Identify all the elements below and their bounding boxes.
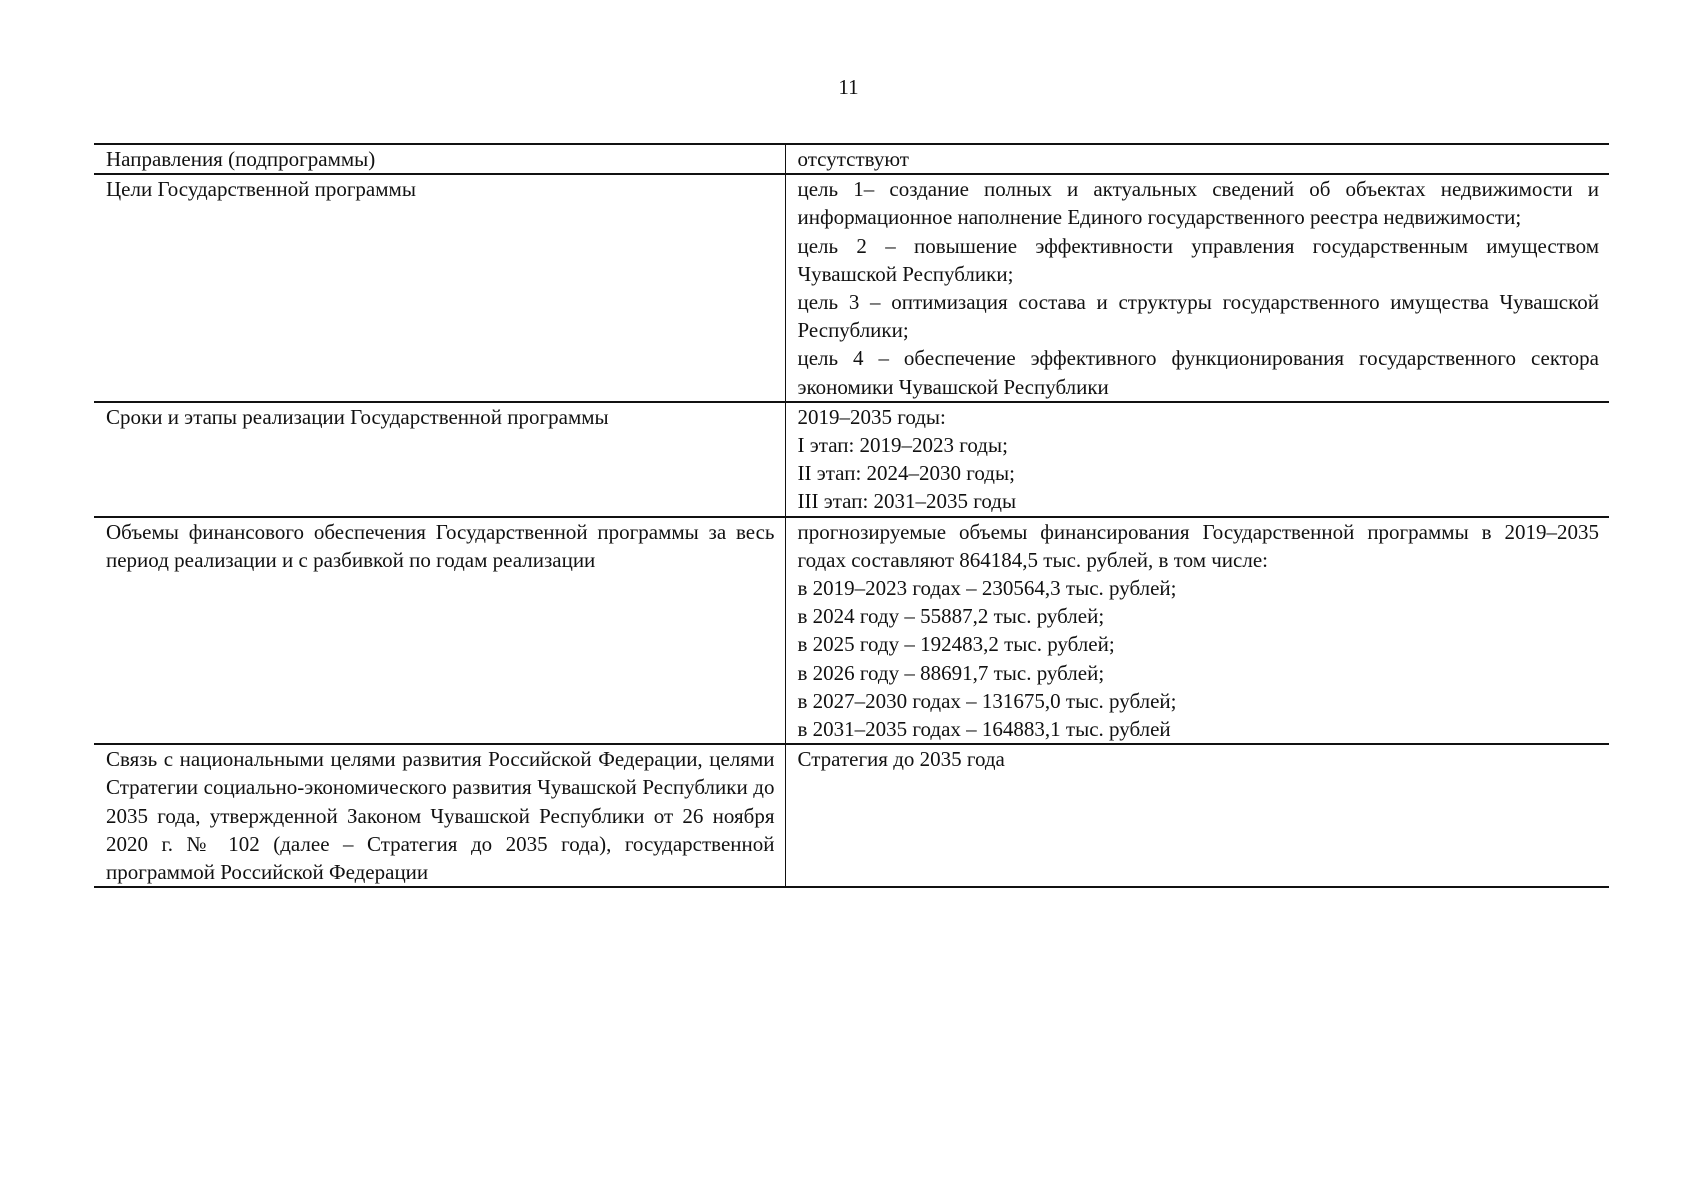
stage-1: I этап: 2019–2023 годы; (797, 433, 1008, 458)
funding-total: прогнозируемые объемы финансирования Государственной программы в 2019–2035 годах составляют 864184,5 тыс. рублей, в том числе: (797, 519, 1599, 572)
stage-2: II этап: 2024–2030 годы; (797, 461, 1015, 486)
row-value-terms (785, 402, 1609, 517)
stage-3: III этап: 2031–2035 годы (797, 489, 1017, 514)
row-label-terms: Сроки и этапы реализации Государственной программы (94, 402, 785, 517)
funding-2019-2023: в 2019–2023 годах – 230564,3 тыс. рублей; (797, 576, 1177, 601)
table-row (94, 517, 1609, 745)
table-row (94, 402, 1609, 517)
row-label-directions: Направления (подпрограммы) (94, 144, 785, 174)
funding-2031-2035: в 2031–2035 годах – 164883,1 тыс. рублей (797, 717, 1171, 742)
table-row (94, 144, 1609, 174)
row-label-goals: Цели Государственной программы (94, 174, 785, 402)
funding-2026: в 2026 году – 88691,7 тыс. рублей; (797, 660, 1105, 685)
goal-3: цель 3 – оптимизация состава и структуры государственного имущества Чувашской Республики; (797, 290, 1599, 343)
page-number: 11 (838, 75, 859, 99)
row-value-directions (785, 144, 1609, 174)
table-row (94, 174, 1609, 402)
term-period: 2019–2035 годы: (797, 404, 946, 429)
row-value-funding (785, 517, 1609, 745)
goal-4: цель 4 – обеспечение эффективного функционирования государственного сектора экономики Чувашской Республики (797, 346, 1599, 399)
row-value-goals (785, 174, 1609, 402)
row-label-national-goals: Связь с национальными целями развития Российской Федерации, целями Стратегии социально-экономического развития Чувашской Республики до 2035 года, утвержденной Законом Чувашской Республики от 26 ноября 2020 г. № 102 (далее – Стратегия до 2035 года), государственной программой Российской Федерации (94, 744, 785, 887)
value-line: Стратегия до 2035 года (797, 747, 1005, 772)
row-value-national-goals (785, 744, 1609, 887)
program-passport-table (94, 143, 1609, 888)
table-row (94, 744, 1609, 887)
value-line: отсутствуют (797, 147, 909, 171)
goal-2: цель 2 – повышение эффективности управления государственным имуществом Чувашской Республики; (797, 233, 1599, 286)
funding-2025: в 2025 году – 192483,2 тыс. рублей; (797, 632, 1115, 657)
funding-2024: в 2024 году – 55887,2 тыс. рублей; (797, 604, 1105, 629)
funding-2027-2030: в 2027–2030 годах – 131675,0 тыс. рублей; (797, 688, 1177, 713)
goal-1: цель 1– создание полных и актуальных сведений об объектах недвижимости и информационное наполнение Единого государственного реестра недвижимости; (797, 177, 1599, 230)
row-label-funding: Объемы финансового обеспечения Государственной программы за весь период реализации и с разбивкой по годам реализации (94, 517, 785, 745)
